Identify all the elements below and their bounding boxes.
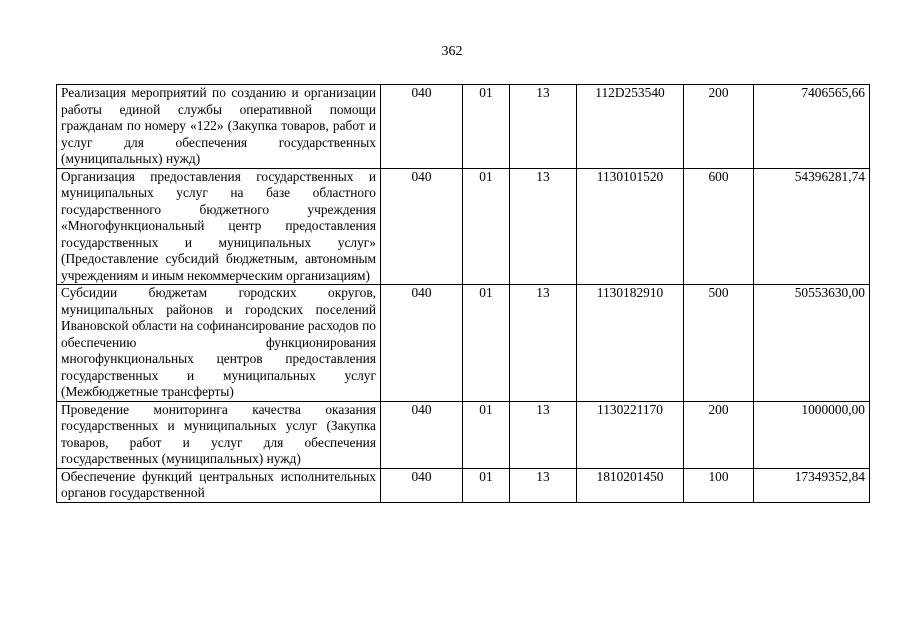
amount-cell: 50553630,00	[754, 285, 870, 402]
item-name-cell: Реализация мероприятий по созданию и организации работы единой службы оперативной помощи гражданам по номеру «122» (Закупка товаров, работ и услуг для обеспечения государственных (муниципальных) нужд)	[57, 85, 381, 169]
amount-cell: 1000000,00	[754, 401, 870, 468]
target-article-cell: 112D253540	[577, 85, 684, 169]
amount-cell: 17349352,84	[754, 468, 870, 502]
table-row	[57, 468, 870, 502]
section-code-cell: 01	[463, 285, 510, 402]
item-name-cell: Обеспечение функций центральных исполнительных органов государственной	[57, 468, 381, 502]
expense-type-cell: 600	[684, 168, 754, 285]
expense-type-cell: 200	[684, 401, 754, 468]
item-name-cell: Субсидии бюджетам городских округов, муниципальных районов и городских поселений Ивановской области на софинансирование расходов по обеспечению функционирования многофункциональных центров предоставления государственных и муниципальных услуг (Межбюджетные трансферты)	[57, 285, 381, 402]
subsection-code-cell: 13	[510, 168, 577, 285]
ministry-code-cell: 040	[381, 168, 463, 285]
ministry-code-cell: 040	[381, 85, 463, 169]
ministry-code-cell: 040	[381, 285, 463, 402]
section-code-cell: 01	[463, 168, 510, 285]
section-code-cell: 01	[463, 401, 510, 468]
target-article-cell: 1130221170	[577, 401, 684, 468]
subsection-code-cell: 13	[510, 401, 577, 468]
table-row	[57, 285, 870, 402]
subsection-code-cell: 13	[510, 285, 577, 402]
item-name-cell: Проведение мониторинга качества оказания государственных и муниципальных услуг (Закупка товаров, работ и услуг для обеспечения государственных (муниципальных) нужд)	[57, 401, 381, 468]
ministry-code-cell: 040	[381, 401, 463, 468]
target-article-cell: 1810201450	[577, 468, 684, 502]
target-article-cell: 1130101520	[577, 168, 684, 285]
amount-cell: 54396281,74	[754, 168, 870, 285]
table-row	[57, 85, 870, 169]
target-article-cell: 1130182910	[577, 285, 684, 402]
subsection-code-cell: 13	[510, 85, 577, 169]
expense-type-cell: 200	[684, 85, 754, 169]
section-code-cell: 01	[463, 85, 510, 169]
section-code-cell: 01	[463, 468, 510, 502]
ministry-code-cell: 040	[381, 468, 463, 502]
item-name-cell: Организация предоставления государственных и муниципальных услуг на базе областного государственного бюджетного учреждения «Многофункциональный центр предоставления государственных и муниципальных услуг» (Предоставление субсидий бюджетным, автономным учреждениям и иным некоммерческим организациям)	[57, 168, 381, 285]
table-row	[57, 401, 870, 468]
expense-type-cell: 100	[684, 468, 754, 502]
expense-type-cell: 500	[684, 285, 754, 402]
budget-table	[56, 84, 870, 503]
table-row	[57, 168, 870, 285]
page-number: 362	[441, 44, 463, 59]
amount-cell: 7406565,66	[754, 85, 870, 169]
subsection-code-cell: 13	[510, 468, 577, 502]
